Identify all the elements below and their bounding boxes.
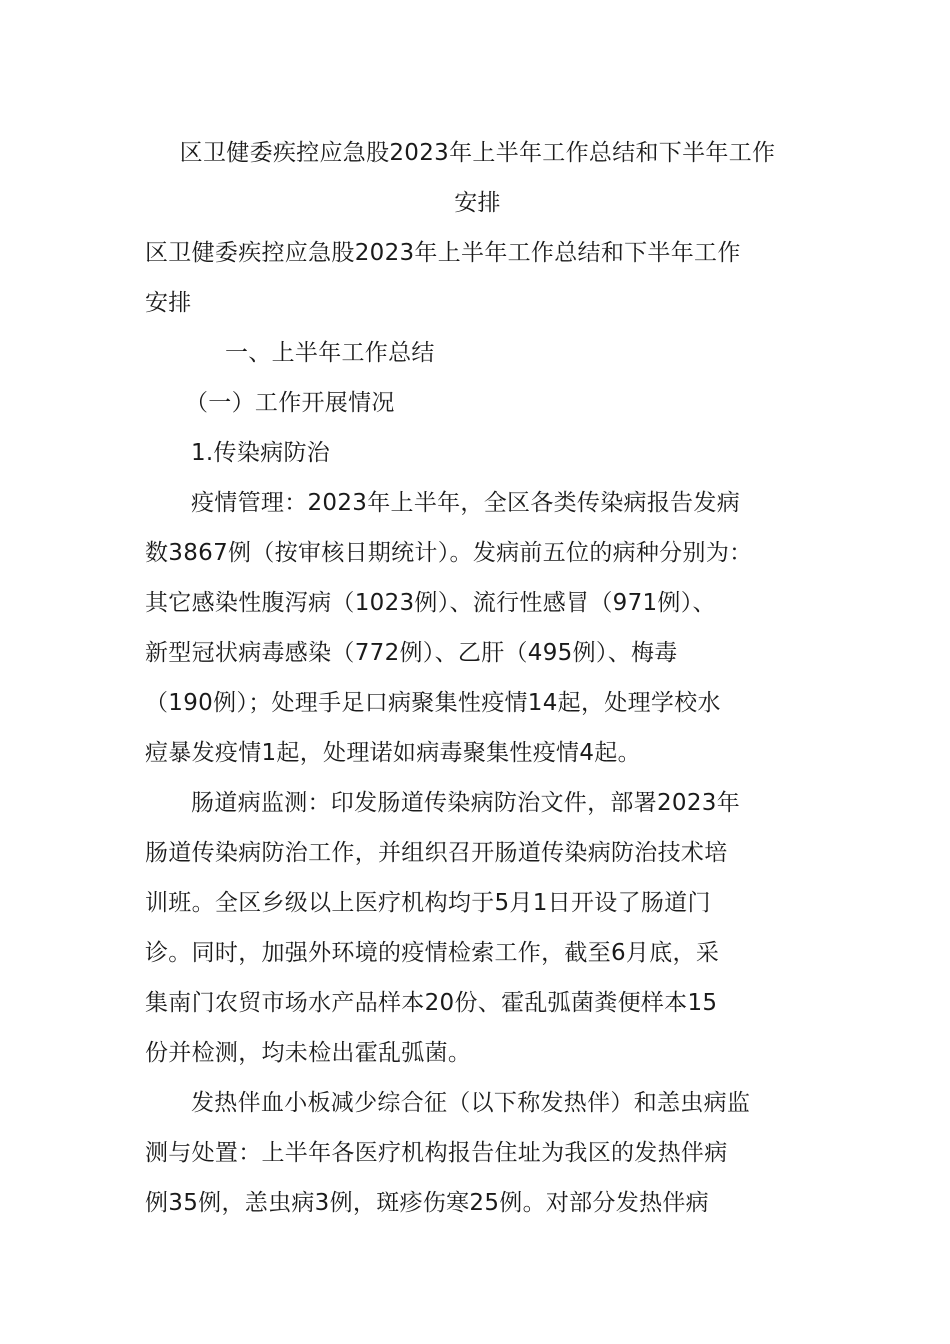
paragraph-line: （190例）；处理手足口病聚集性疫情14起，处理学校水 — [145, 690, 721, 716]
heading-level-1: 一、上半年工作总结 — [225, 340, 435, 366]
paragraph-line: 测与处置：上半年各医疗机构报告住址为我区的发热伴病 — [145, 1140, 728, 1166]
paragraph-intestinal-monitoring — [145, 778, 810, 1078]
paragraph-line: 疫情管理：2023年上半年，全区各类传染病报告发病 — [191, 490, 741, 516]
paragraph-line: 肠道传染病防治工作，并组织召开肠道传染病防治技术培 — [145, 840, 728, 866]
paragraph-fever-monitoring — [145, 1078, 810, 1228]
paragraph-line: 发热伴血小板减少综合征（以下称发热伴）和恙虫病监 — [191, 1090, 751, 1116]
document-title-line-1: 区卫健委疾控应急股2023年上半年工作总结和下半年工作 — [179, 140, 776, 166]
paragraph-line: 肠道病监测：印发肠道传染病防治文件，部署2023年 — [191, 790, 741, 816]
repeat-title-line-2: 安排 — [145, 290, 192, 316]
repeat-title-line-1: 区卫健委疾控应急股2023年上半年工作总结和下半年工作 — [145, 240, 741, 266]
paragraph-line: 集南门农贸市场水产品样本20份、霍乱弧菌粪便样本15 — [145, 990, 718, 1016]
paragraph-epidemic-management — [145, 478, 810, 778]
paragraph-line: 痘暴发疫情1起，处理诺如病毒聚集性疫情4起。 — [145, 740, 641, 766]
heading-level-2: （一）工作开展情况 — [185, 390, 395, 416]
paragraph-line: 新型冠状病毒感染（772例）、乙肝（495例）、梅毒 — [145, 640, 678, 666]
paragraph-line: 诊。同时，加强外环境的疫情检索工作，截至6月底，采 — [145, 940, 720, 966]
document-title-line-2: 安排 — [454, 190, 501, 216]
paragraph-line: 数3867例（按审核日期统计）。发病前五位的病种分别为： — [145, 540, 753, 566]
paragraph-line: 例35例，恙虫病3例，斑疹伤寒25例。对部分发热伴病 — [145, 1190, 709, 1216]
paragraph-line: 其它感染性腹泻病（1023例）、流行性感冒（971例）、 — [145, 590, 716, 616]
document-page — [145, 128, 810, 1228]
paragraph-line: 训班。全区乡级以上医疗机构均于5月1日开设了肠道门 — [145, 890, 711, 916]
heading-level-3: 1.传染病防治 — [191, 440, 331, 466]
paragraph-line: 份并检测，均未检出霍乱弧菌。 — [145, 1040, 472, 1066]
